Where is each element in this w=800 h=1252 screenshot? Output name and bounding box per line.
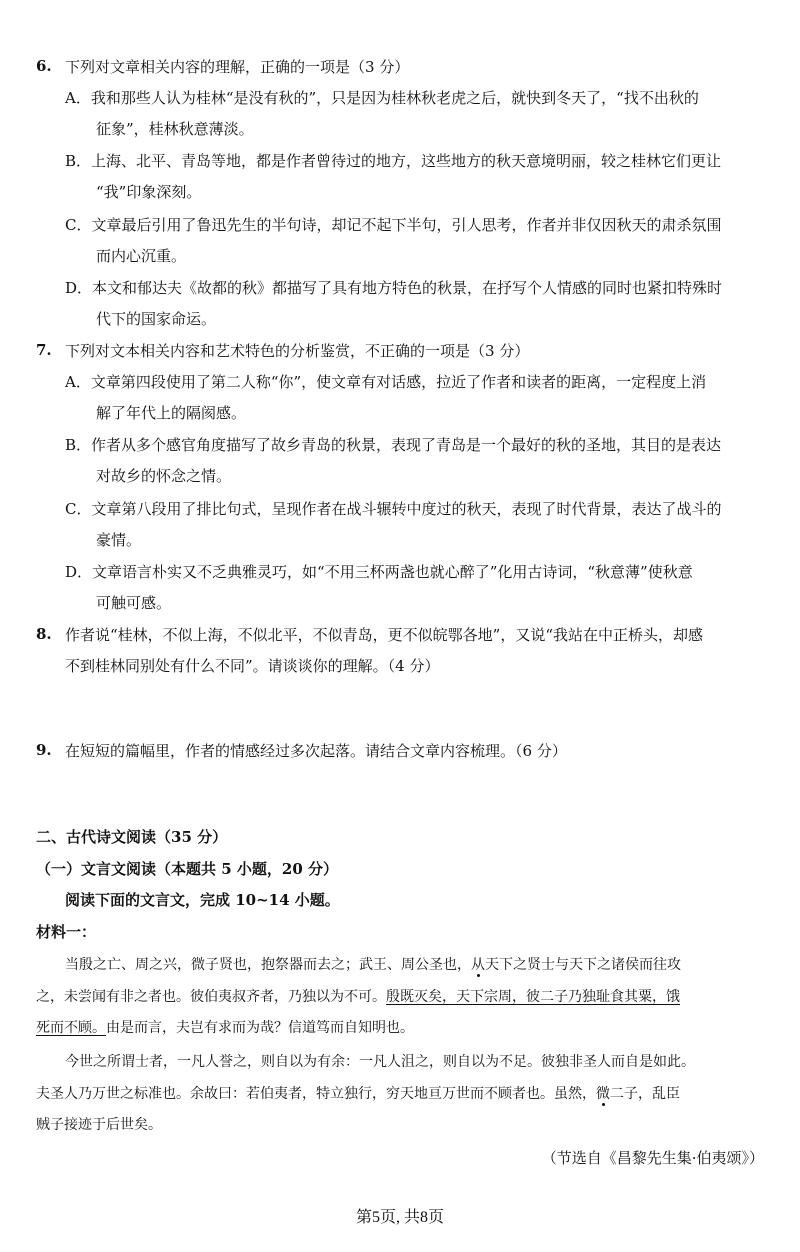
option-a-line2: 解了年代上的隔阂感。 (96, 404, 247, 422)
subsection-heading: （一）文言文阅读（本题共 5 小题，20 分） (36, 860, 338, 878)
option-c-line1: C．文章最后引用了鲁迅先生的半句诗，却记不起下半句，引人思考，作者并非仅因秋天的肃杀氛围 (65, 216, 722, 234)
material-label: 材料一： (36, 923, 97, 941)
passage-line (65, 955, 681, 975)
passage-text: 夫圣人乃万世之标准也。余故曰：若伯夷者，特立独行，穷天地亘万世而不顾者也。虽然， (36, 1086, 596, 1102)
option-a-line1: A．我和那些人认为桂林“是没有秋的”，只是因为桂林秋老虎之后，就快到冬天了，“找不出秋的 (65, 89, 699, 107)
passage-line (36, 987, 680, 1007)
passage-text: 之，未尝闻有非之者也。彼伯夷叔齐者，乃独以为不可。 (36, 989, 386, 1005)
emphasis-dot-char: 从 (471, 957, 485, 973)
option-c-line2: 而内心沉重。 (96, 247, 187, 265)
passage-source: （节选自《昌黎先生集·伯夷颂》） (541, 1149, 764, 1167)
question-stem: 下列对文章相关内容的理解，正确的一项是（3 分） (65, 58, 410, 76)
question-number: 6. (36, 57, 52, 75)
passage-line (36, 1084, 680, 1104)
question-number: 8. (36, 625, 52, 643)
passage-text: 由是而言，夫岂有求而为哉？信道笃而自知明也。 (106, 1020, 414, 1036)
passage-line: 今世之所谓士者，一凡人誉之，则自以为有余：一凡人沮之，则自以为不足。彼独非圣人而自是如此。 (65, 1054, 695, 1070)
underlined-text: 死而不顾。 (36, 1020, 106, 1036)
question-stem: 下列对文本相关内容和艺术特色的分析鉴赏，不正确的一项是（3 分） (65, 342, 530, 360)
page-footer: 第5页, 共8页 (355, 1209, 444, 1226)
emphasis-dot-char: 微 (596, 1086, 610, 1102)
question-text-line1: 在短短的篇幅里，作者的情感经过多次起落。请结合文章内容梳理。（6 分） (65, 742, 567, 760)
option-c-line1: C．文章第八段用了排比句式，呈现作者在战斗辗转中度过的秋天，表现了时代背景，表达了战斗的 (65, 500, 722, 518)
underlined-text: 殷既灭矣，天下宗周，彼二子乃独耻食其粟，饿 (386, 989, 680, 1005)
question-number: 9. (36, 741, 52, 759)
instruction: 阅读下面的文言文，完成 10~14 小题。 (65, 891, 340, 909)
option-d-line1: D．本文和郁达夫《故都的秋》都描写了具有地方特色的秋景，在抒写个人情感的同时也紧扣特殊时 (65, 279, 723, 297)
question-number: 7. (36, 341, 52, 359)
passage-line: 贼子接迹于后世矣。 (36, 1117, 162, 1133)
option-b-line1: B．上海、北平、青岛等地，都是作者曾待过的地方，这些地方的秋天意境明丽，较之桂林它们更让 (65, 152, 722, 170)
option-a-line2: 征象”，桂林秋意薄淡。 (96, 120, 254, 138)
section-heading: 二、古代诗文阅读（35 分） (36, 828, 228, 846)
passage-line (36, 1018, 414, 1038)
option-d-line1: D．文章语言朴实又不乏典雅灵巧，如“不用三杯两盏也就心醉了”化用古诗词，“秋意薄”使秋意 (65, 563, 693, 581)
passage-text: 二子，乱臣 (610, 1086, 680, 1102)
option-b-line2: “我”印象深刻。 (96, 183, 202, 201)
option-b-line2: 对故乡的怀念之情。 (96, 467, 232, 485)
option-c-line2: 豪情。 (96, 531, 142, 549)
option-b-line1: B．作者从多个感官角度描写了故乡青岛的秋景，表现了青岛是一个最好的秋的圣地，其目的是表达 (65, 436, 722, 454)
passage-text: 当殷之亡、周之兴，微子贤也，抱祭器而去之；武王、周公圣也， (65, 957, 471, 973)
question-text-line1: 作者说“桂林，不似上海，不似北平，不似青岛，更不似皖鄂各地”，又说“我站在中正桥头，却感 (65, 626, 704, 644)
passage-text: 天下之贤士与天下之诸侯而往攻 (485, 957, 681, 973)
option-d-line2: 代下的国家命运。 (96, 310, 217, 328)
question-text-line2: 不到桂林同别处有什么不同”。请谈谈你的理解。（4 分） (65, 657, 440, 675)
option-d-line2: 可触可感。 (96, 594, 172, 612)
option-a-line1: A．文章第四段使用了第二人称“你”，使文章有对话感，拉近了作者和读者的距离，一定程度上消 (65, 373, 707, 391)
